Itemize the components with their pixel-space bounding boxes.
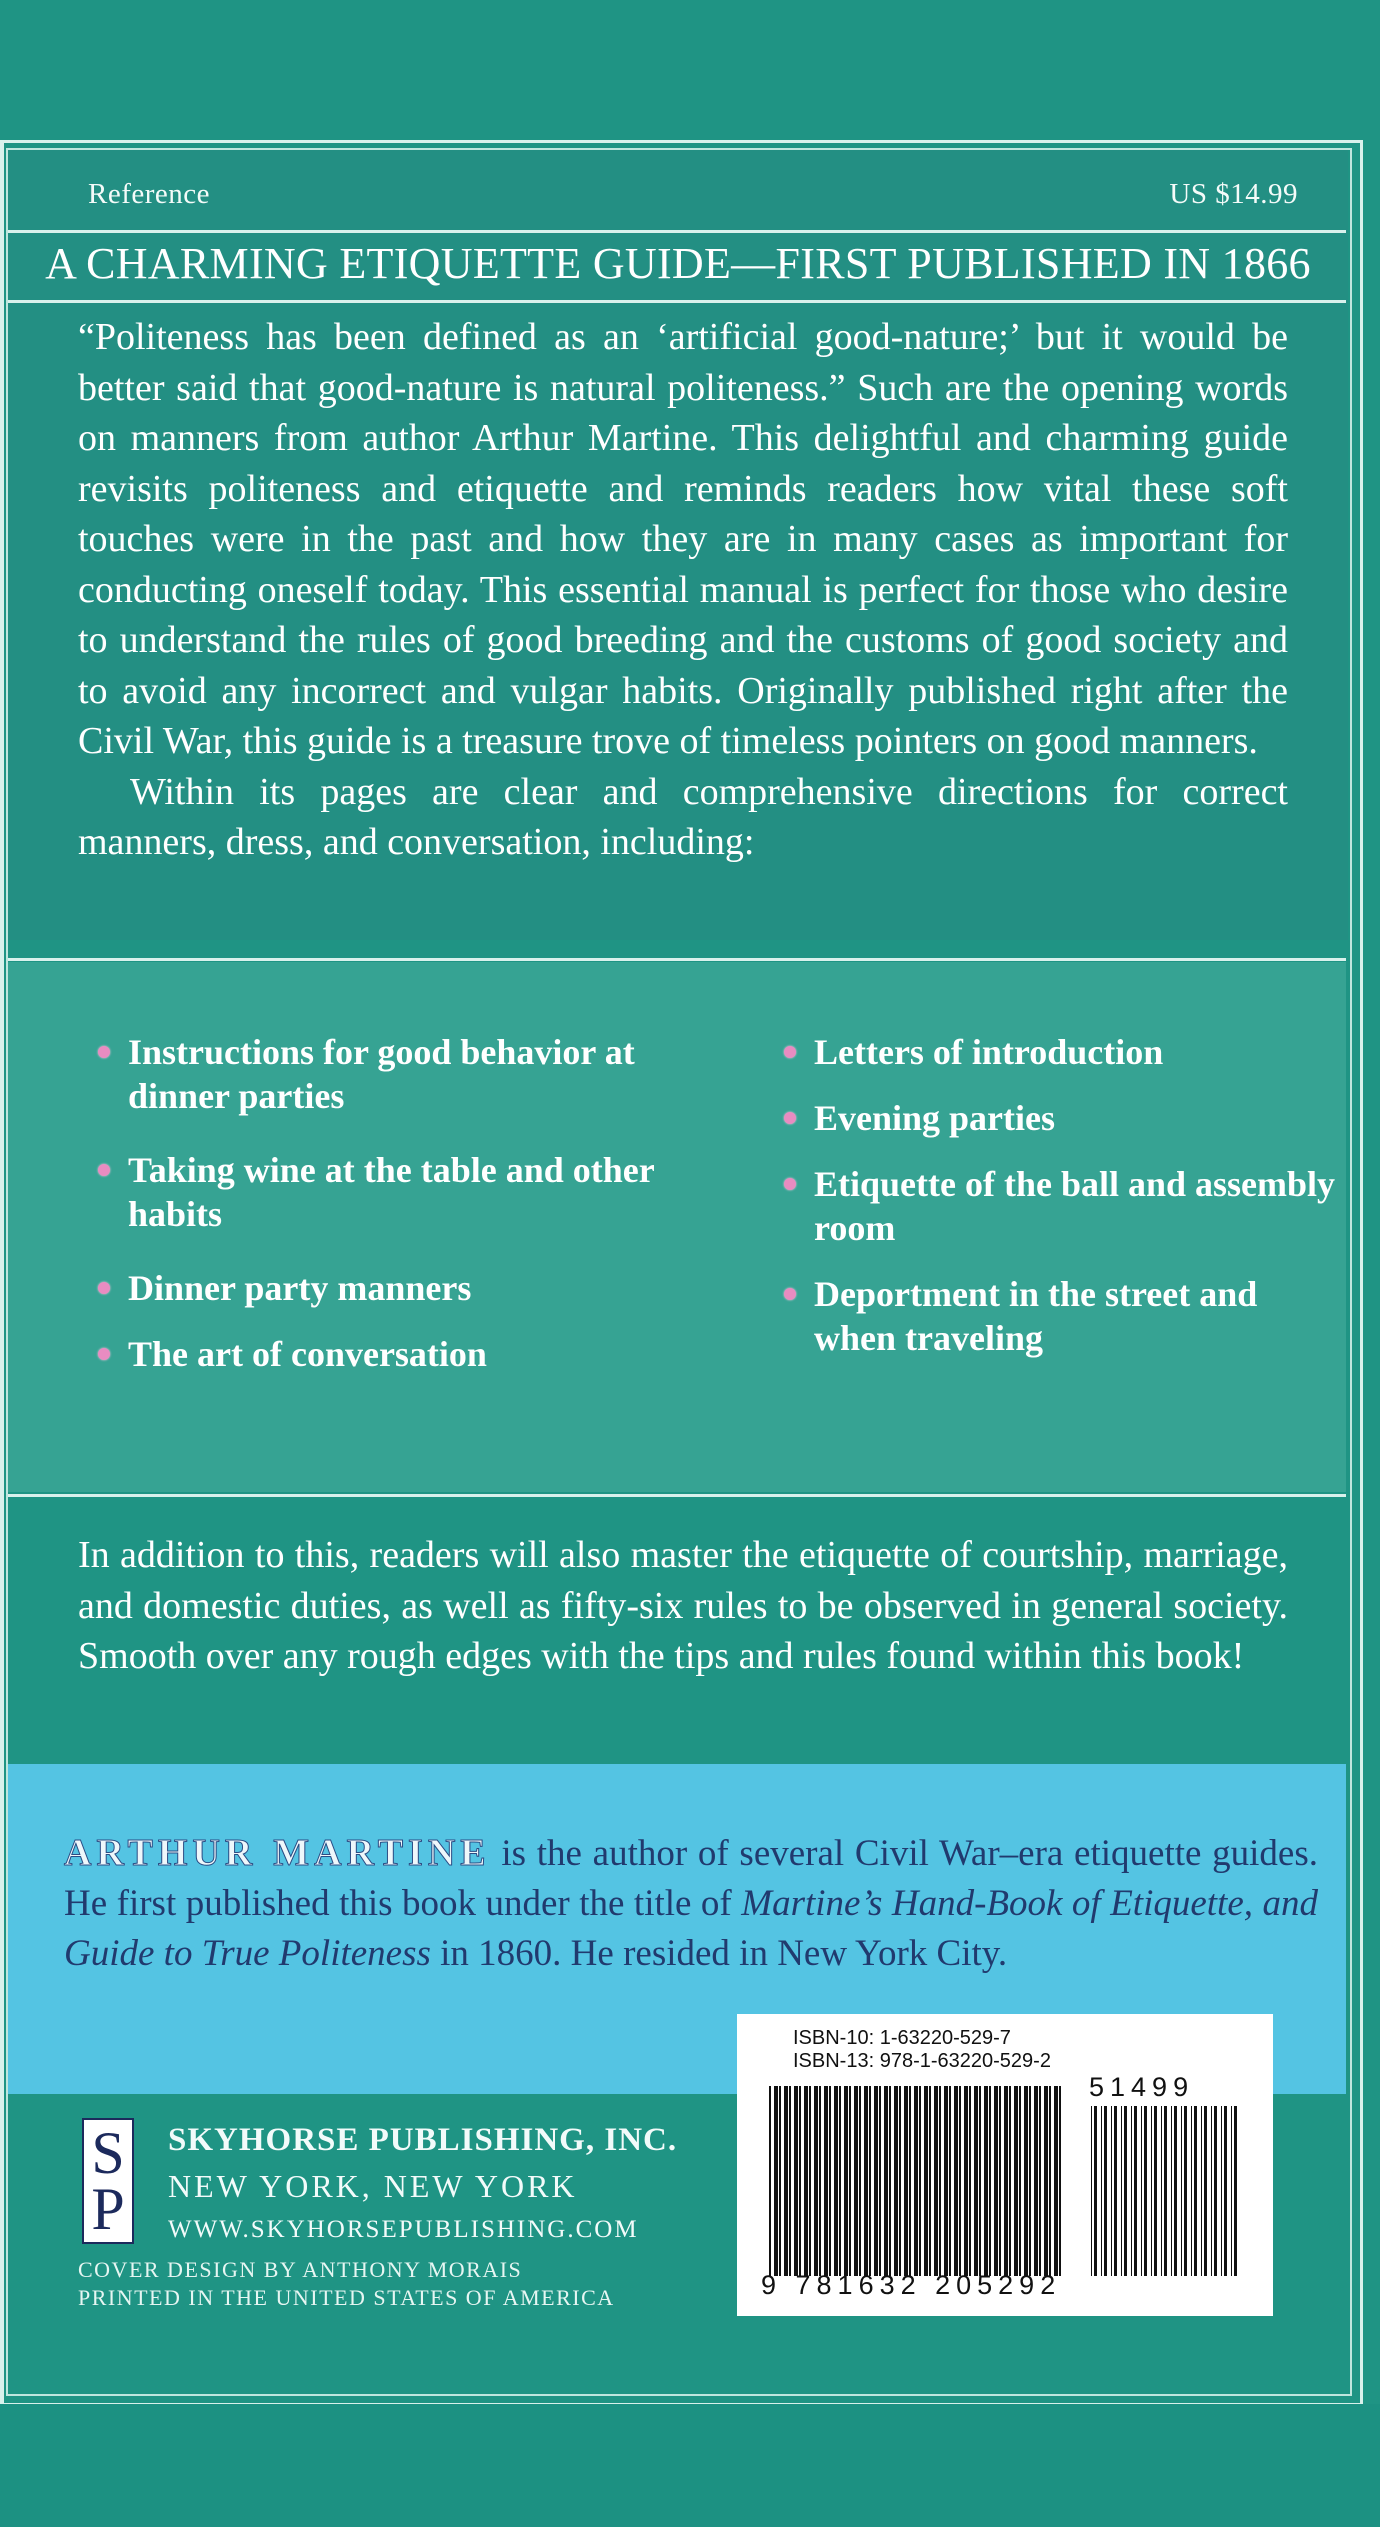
list-item: [778, 1272, 1338, 1360]
headline: A CHARMING ETIQUETTE GUIDE—FIRST PUBLISHED IN 1866: [45, 239, 1311, 288]
divider-panel-top: [8, 958, 1346, 961]
bullet-text: Deportment in the street and when traveling: [814, 1274, 1258, 1358]
divider-top: [8, 230, 1346, 233]
publisher-name: SKYHORSE PUBLISHING, INC.: [168, 2122, 678, 2158]
additional-paragraph: In addition to this, readers will also master the etiquette of courtship, marriage, and domestic duties, as well as fifty-six rules to be observed in general society. Smooth over any rough edges with the tips and rules found within this book!: [78, 1534, 1288, 1677]
category-label: Reference: [88, 178, 211, 210]
bullet-dot-icon: [784, 1178, 796, 1190]
bullet-list-right: [778, 1030, 1338, 1360]
publisher-logo: [82, 2118, 134, 2244]
addon-barcode-icon: [1089, 2106, 1239, 2276]
author-bio: [64, 1828, 1318, 1979]
divider-headline: [8, 300, 1346, 303]
list-item: [778, 1162, 1338, 1250]
publisher-info: [168, 2118, 768, 2250]
author-name: ARTHUR MARTINE: [64, 1832, 491, 1874]
publisher-city: NEW YORK, NEW YORK: [168, 2168, 578, 2204]
bullet-dot-icon: [98, 1348, 110, 1360]
bottom-band: [0, 2404, 1380, 2527]
bullet-text: Etiquette of the ball and assembly room: [814, 1164, 1336, 1248]
bullet-dot-icon: [784, 1288, 796, 1300]
author-bio-start: is the author of several Civil War–era etiquette guides. He first published this book under the title of: [64, 1833, 1318, 1924]
bullet-dot-icon: [98, 1282, 110, 1294]
bullet-text: Dinner party manners: [128, 1268, 472, 1308]
list-item: [92, 1148, 732, 1236]
printed-credit: PRINTED IN THE UNITED STATES OF AMERICA: [78, 2285, 615, 2310]
ean-barcode-icon: [767, 2086, 1063, 2276]
credits: [78, 2256, 778, 2312]
isbn-13: ISBN-13: 978-1-63220-529-2: [793, 2050, 1051, 2072]
intro-paragraph-1: “Politeness has been defined as an ‘artificial good-nature;’ but it would be better said that good-nature is natural politeness.” Such are the opening words on manners from author Arthur Martine. This delightful and charming guide revisits politeness and etiquette and reminds readers how vital these soft touches were in the past and how they are in many cases as important for conducting oneself today. This essential manual is perfect for those who desire to understand the rules of good breeding and the customs of good society and to avoid any incorrect and vulgar habits. Originally published right after the Civil War, this guide is a treasure trove of timeless pointers on good manners.: [78, 316, 1288, 762]
intro-text: [78, 312, 1288, 868]
barcode-box: [737, 2014, 1273, 2316]
bullet-dot-icon: [784, 1046, 796, 1058]
price-label: US $14.99: [1169, 178, 1298, 210]
bullet-dot-icon: [98, 1046, 110, 1058]
book-title: Martine’s Hand-Book of Etiquette, and Guide to True Politeness: [64, 1883, 1318, 1974]
price-code: 51499: [1089, 2072, 1195, 2102]
bullet-dot-icon: [784, 1112, 796, 1124]
logo-letter-p: P: [91, 2176, 125, 2242]
meta-row: [88, 178, 1298, 218]
bullet-text: Letters of introduction: [814, 1032, 1164, 1072]
bullet-text: Taking wine at the table and other habits: [128, 1150, 655, 1234]
additional-text: [78, 1530, 1288, 1682]
divider-panel-bottom: [8, 1494, 1346, 1497]
ean-number: 9 781632 205292: [761, 2270, 1062, 2300]
list-item: [778, 1030, 1338, 1074]
list-item: [778, 1096, 1338, 1140]
bullet-text: Instructions for good behavior at dinner parties: [128, 1032, 635, 1116]
publisher-url: WWW.SKYHORSEPUBLISHING.COM: [168, 2216, 639, 2243]
bullet-list-left: [92, 1030, 732, 1376]
list-item: [92, 1332, 732, 1376]
intro-paragraph-2: Within its pages are clear and comprehensive directions for correct manners, dress, and conversation, including:: [78, 770, 1288, 863]
isbn-10: ISBN-10: 1-63220-529-7: [793, 2027, 1011, 2049]
list-item: [92, 1266, 732, 1310]
author-bio-end: in 1860. He resided in New York City.: [430, 1933, 1008, 1974]
cover-design-credit: COVER DESIGN BY ANTHONY MORAIS: [78, 2257, 523, 2282]
list-item: [92, 1030, 732, 1118]
bullet-text: Evening parties: [814, 1098, 1056, 1138]
logo-letter-s: S: [91, 2120, 125, 2186]
bullet-dot-icon: [98, 1164, 110, 1176]
bullet-text: The art of conversation: [128, 1334, 487, 1374]
